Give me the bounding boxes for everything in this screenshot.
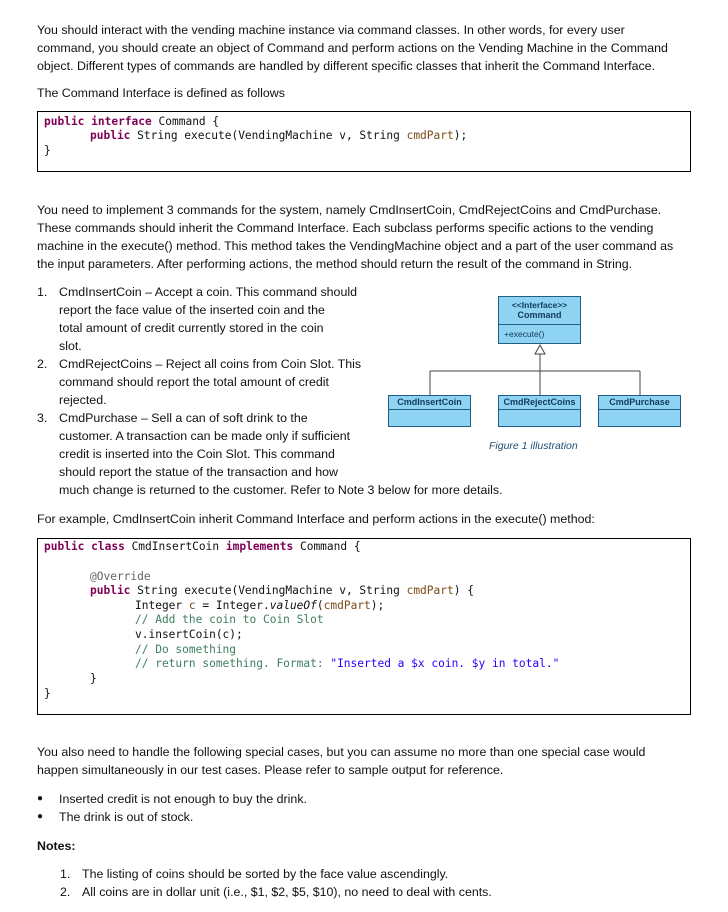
- code-text: = Integer.: [195, 599, 270, 612]
- bullet-dot: ●: [37, 811, 44, 822]
- code-param: cmdPart: [406, 584, 454, 597]
- interface-name: Command: [517, 310, 562, 320]
- code-text: );: [370, 599, 385, 612]
- list-number: 2.: [37, 357, 48, 371]
- list-item: credit is inserted into the Coin Slot. This command: [59, 447, 335, 461]
- interface-defined-text: The Command Interface is defined as follows: [37, 86, 285, 100]
- list-item: The listing of coins should be sorted by the face value ascendingly.: [82, 867, 449, 881]
- list-item: should report the statue of the transaction and how: [59, 465, 338, 479]
- bullet-dot: ●: [37, 793, 44, 804]
- code-text: Command {: [293, 540, 361, 553]
- list-number: 1.: [60, 867, 71, 881]
- code-param: c: [188, 599, 196, 612]
- notes-title: Notes:: [37, 839, 76, 853]
- interface-stereotype: <<Interface>>: [511, 300, 568, 310]
- code-text: String execute(VendingMachine v, String: [130, 129, 407, 142]
- code-text: ) {: [453, 584, 474, 597]
- class-box-cmdrejectcoins: [498, 395, 581, 427]
- list-number: 3.: [37, 411, 48, 425]
- code-text: (: [316, 599, 324, 612]
- list-item: command should report the total amount of credit: [59, 375, 329, 389]
- special-line: You also need to handle the following special cases, but you can assume no more than one special case would: [37, 745, 646, 759]
- code-string: "Inserted a $x coin. $y in total.": [330, 657, 560, 670]
- class-divider: [389, 409, 470, 410]
- code-line: }: [44, 687, 51, 700]
- code-keyword: public: [90, 584, 131, 597]
- code-keyword: implements: [225, 540, 294, 553]
- list-item: customer. A transaction can be made only if sufficient: [59, 429, 351, 443]
- list-item: The drink is out of stock.: [59, 810, 194, 824]
- list-item: CmdRejectCoins – Reject all coins from Coin Slot. This: [59, 357, 362, 371]
- code-line: [90, 584, 474, 599]
- code-line: [135, 657, 559, 672]
- code-line: [135, 599, 384, 614]
- list-item: report the face value of the inserted coin and the: [59, 303, 325, 317]
- implement-line: the input parameters. After performing actions, the method should return the result of the command in String.: [37, 257, 633, 271]
- code-comment: // return something. Format:: [135, 657, 331, 670]
- code-text: Integer: [135, 599, 189, 612]
- code-param: cmdPart: [406, 129, 454, 142]
- class-name: CmdInsertCoin: [397, 397, 462, 407]
- list-item: slot.: [59, 339, 82, 353]
- code-text: );: [453, 129, 468, 142]
- list-item: total amount of credit currently stored in the coin: [59, 321, 324, 335]
- implement-line: These commands should inherit the Command Interface. Each subclass performs specific actions to the vending: [37, 221, 654, 235]
- figure-caption: Figure 1 illustration: [489, 440, 578, 452]
- list-number: 1.: [37, 285, 48, 299]
- code-text: Command {: [151, 115, 220, 128]
- code-text: CmdInsertCoin: [124, 540, 226, 553]
- class-name: CmdRejectCoins: [503, 397, 576, 407]
- list-number: 2.: [60, 885, 71, 899]
- code-line: v.insertCoin(c);: [135, 628, 243, 641]
- intro-line: command, you should create an object of Command and perform actions on the Vending Machine in the Command: [37, 41, 668, 55]
- code-comment: // Do something: [135, 643, 237, 656]
- code-line: }: [90, 672, 97, 685]
- class-box-cmdpurchase: [598, 395, 681, 427]
- class-divider: [599, 409, 680, 410]
- code-line: [44, 540, 361, 555]
- cmdinsertcoin-code: [37, 538, 691, 715]
- list-item: CmdPurchase – Sell a can of soft drink to the: [59, 411, 308, 425]
- list-item: much change is returned to the customer. Refer to Note 3 below for more details.: [59, 483, 503, 497]
- code-text: String execute(VendingMachine v, String: [130, 584, 407, 597]
- code-comment: // Add the coin to Coin Slot: [135, 613, 324, 626]
- intro-line: object. Different types of commands are handled by different specific classes that inherit the Command Interface.: [37, 59, 656, 73]
- code-annotation: @Override: [90, 570, 151, 583]
- list-item: All coins are in dollar unit (i.e., $1, $2, $5, $10), no need to deal with cents.: [82, 885, 492, 899]
- realization-arrowhead: [535, 345, 545, 354]
- list-item: Inserted credit is not enough to buy the drink.: [59, 792, 307, 806]
- list-item: CmdInsertCoin – Accept a coin. This command should: [59, 285, 357, 299]
- example-text: For example, CmdInsertCoin inherit Command Interface and perform actions in the execute() method:: [37, 512, 595, 526]
- code-static-method: valueOf: [269, 599, 317, 612]
- code-line: }: [44, 144, 51, 157]
- special-line: happen simultaneously in our test cases. Please refer to sample output for reference.: [37, 763, 504, 777]
- code-param: cmdPart: [323, 599, 371, 612]
- list-item: rejected.: [59, 393, 107, 407]
- class-name: CmdPurchase: [609, 397, 670, 407]
- realization-connectors: [0, 0, 728, 420]
- code-keyword: public interface: [44, 115, 152, 128]
- code-keyword: public: [90, 129, 131, 142]
- class-divider: [499, 409, 580, 410]
- interface-method: +execute(): [504, 329, 545, 339]
- code-keyword: public class: [44, 540, 125, 553]
- class-box-cmdinsertcoin: [388, 395, 471, 427]
- intro-line: You should interact with the vending machine instance via command classes. In other words, for every user: [37, 23, 625, 37]
- implement-line: machine in the execute() method. This method takes the VendingMachine object and a part of the user command as: [37, 239, 674, 253]
- implement-line: You need to implement 3 commands for the system, namely CmdInsertCoin, CmdRejectCoins and CmdPurchase.: [37, 203, 662, 217]
